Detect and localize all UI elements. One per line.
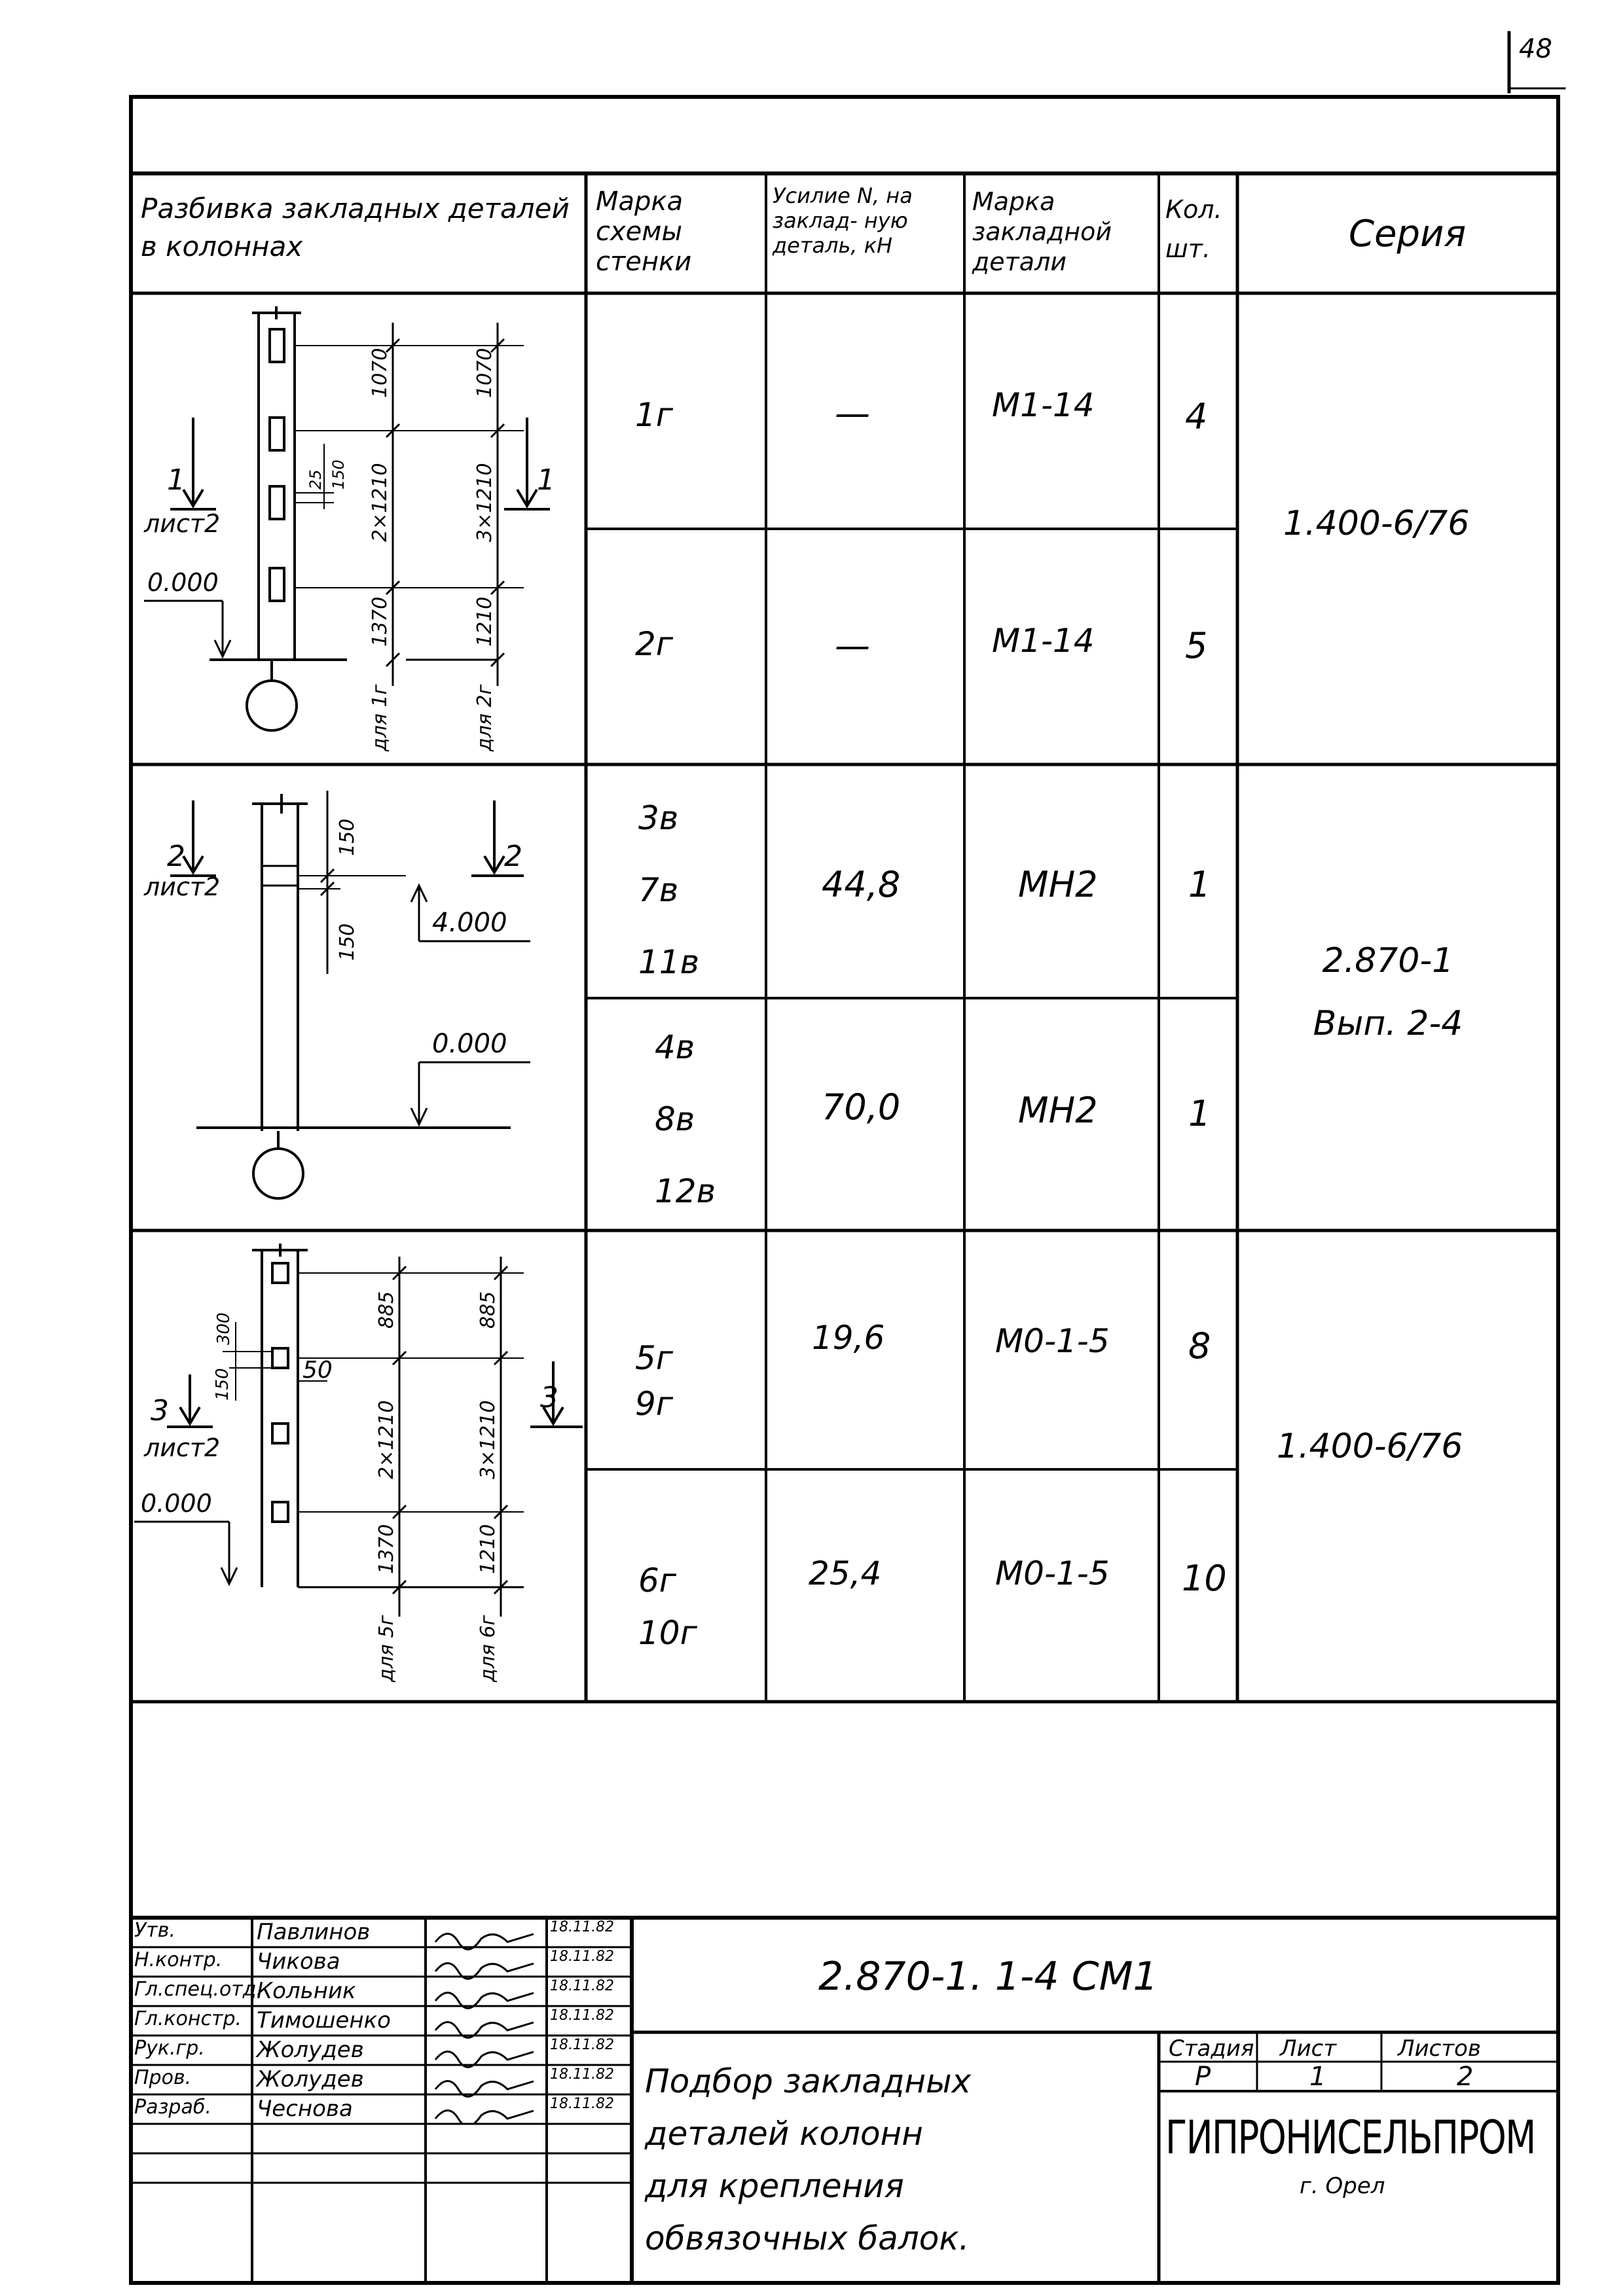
row2-detail: М1-14: [992, 622, 1095, 660]
signature-date: 18.11.82: [550, 1948, 614, 1965]
sheet-value: 1: [1309, 2062, 1326, 2092]
d1-small-150: 150: [329, 459, 348, 490]
d1-level: 0.000: [147, 568, 219, 597]
signature-name: Тимошенко: [257, 2007, 391, 2034]
d1-dim-left-3: 1370: [369, 596, 392, 647]
signature-date: 18.11.82: [550, 1919, 614, 1935]
d3-small-150: 150: [213, 1368, 232, 1401]
series-1: 1.400-6/76: [1283, 504, 1470, 543]
d1-for-right: для 2г: [473, 684, 496, 751]
signature-date: 18.11.82: [550, 2007, 614, 2024]
d3-for-right: для 6г: [477, 1615, 500, 1682]
sheets-value: 2: [1457, 2062, 1474, 2092]
sheets-label: Листов: [1398, 2036, 1482, 2062]
signature-name: Чеснова: [257, 2096, 353, 2122]
d1-dim-left-1: 1070: [369, 348, 392, 398]
signature-date: 18.11.82: [550, 1978, 614, 1994]
d3-level: 0.000: [141, 1489, 212, 1518]
row6-detail: М0-1-5: [995, 1554, 1110, 1592]
row1-scheme: 1г: [635, 396, 674, 434]
d2-level-bottom: 0.000: [432, 1029, 507, 1059]
signature-date: 18.11.82: [550, 2096, 614, 2112]
signature-date: 18.11.82: [550, 2037, 614, 2053]
row5-scheme: 5г 9г: [635, 1339, 674, 1423]
signature-role: Рук.гр.: [134, 2037, 205, 2060]
header-qty: Кол. шт.: [1165, 195, 1222, 263]
drawing-1: [131, 293, 586, 764]
row1-detail: М1-14: [992, 386, 1095, 424]
d3-dim-left-1: 885: [375, 1291, 398, 1329]
doc-title-line-4: обвязочных балок.: [645, 2219, 970, 2257]
d1-dim-right-1: 1070: [473, 348, 496, 398]
signature-name: Жолудев: [257, 2037, 364, 2063]
drawing-2: [131, 764, 586, 1230]
signature-role: Н.контр.: [134, 1948, 223, 1971]
signature-role: Гл.констр.: [134, 2007, 242, 2030]
signature-role: Гл.спец.отд.: [134, 1978, 263, 2001]
signature-role: Утв.: [134, 1919, 175, 1942]
row5-force: 19,6: [812, 1319, 885, 1357]
d2-dim-2: 150: [336, 923, 359, 961]
handwritten-signatures: [426, 1918, 547, 2124]
d2-sheet: лист2: [144, 872, 221, 901]
row2-qty: 5: [1185, 625, 1208, 666]
header-series: Серия: [1349, 213, 1467, 255]
signature-name: Павлинов: [257, 1919, 371, 1945]
stage-value: Р: [1195, 2062, 1211, 2092]
header-force: Усилие N, на заклад- ную деталь, кН: [773, 183, 913, 258]
row4-qty: 1: [1188, 1093, 1211, 1134]
series-3: 1.400-6/76: [1277, 1427, 1463, 1466]
row6-qty: 10: [1182, 1558, 1227, 1599]
d3-dim-right-1: 885: [477, 1291, 500, 1329]
series-2: 2.870-1 Вып. 2-4: [1313, 941, 1463, 1043]
d3-sheet: лист2: [144, 1433, 221, 1462]
d3-dim-right-2: 3×1210: [477, 1400, 500, 1479]
d2-section-left: 2: [167, 840, 185, 873]
row3-detail: МН2: [1018, 864, 1098, 905]
doc-code: 2.870-1. 1-4 СМ1: [818, 1954, 1158, 2000]
row2-force: —: [835, 625, 870, 666]
doc-title-line-1: Подбор закладных: [645, 2062, 972, 2100]
d3-dim-right-3: 1210: [477, 1524, 500, 1574]
row1-qty: 4: [1185, 396, 1208, 437]
d3-dim-left-3: 1370: [375, 1524, 398, 1574]
signature-name: Кольник: [257, 1978, 356, 2004]
city: г. Орел: [1300, 2173, 1385, 2199]
d1-small-25: 25: [306, 469, 325, 490]
row3-force: 44,8: [822, 864, 901, 905]
stage-label: Стадия: [1169, 2036, 1254, 2062]
d3-small-300: 300: [214, 1312, 234, 1345]
drawing-3: [131, 1230, 586, 1702]
d2-dim-1: 150: [336, 818, 359, 856]
header-layout: Разбивка закладных деталей в колоннах: [141, 192, 570, 262]
d3-section-left: 3: [151, 1394, 169, 1427]
row5-detail: М0-1-5: [995, 1322, 1110, 1360]
signature-name: Жолудев: [257, 2066, 364, 2092]
d1-for-left: для 1г: [369, 684, 392, 751]
organization: ГИПРОНИСЕЛЬПРОМ: [1165, 2111, 1535, 2164]
d2-section-right: 2: [504, 840, 522, 873]
d3-dim-left-2: 2×1210: [375, 1400, 398, 1479]
d1-dim-left-2: 2×1210: [369, 463, 392, 542]
row6-scheme: 6г 10г: [638, 1562, 697, 1652]
signature-role: Разраб.: [134, 2096, 211, 2119]
d2-level-top: 4.000: [432, 908, 507, 938]
row4-force: 70,0: [822, 1086, 901, 1128]
row5-qty: 8: [1188, 1325, 1211, 1367]
doc-title: [645, 2055, 1149, 2265]
row2-scheme: 2г: [635, 625, 674, 663]
header-scheme-mark: Марка схемы стенки: [596, 187, 692, 277]
d3-small-50: 50: [302, 1357, 333, 1384]
signature-role: Пров.: [134, 2066, 192, 2089]
row3-qty: 1: [1188, 864, 1211, 905]
row3-scheme: 3в 7в 11в: [638, 799, 700, 981]
row1-force: —: [835, 393, 870, 434]
row4-scheme: 4в 8в 12в: [655, 1028, 716, 1210]
row6-force: 25,4: [809, 1554, 882, 1592]
header-detail-mark: Марка закладной детали: [972, 187, 1112, 276]
d1-sheet: лист2: [144, 509, 221, 538]
d3-for-left: для 5г: [375, 1615, 398, 1682]
d1-dim-right-2: 3×1210: [473, 463, 496, 542]
d3-section-right: 3: [540, 1381, 558, 1414]
row4-detail: МН2: [1018, 1090, 1098, 1131]
d1-dim-right-3: 1210: [473, 596, 496, 647]
signature-date: 18.11.82: [550, 2066, 614, 2083]
d1-section-right: 1: [537, 463, 555, 497]
doc-title-line-2: деталей колонн: [645, 2115, 923, 2153]
d1-section-left: 1: [167, 463, 185, 497]
doc-title-line-3: для крепления: [645, 2167, 904, 2205]
signature-name: Чикова: [257, 1948, 340, 1975]
page-number: 48: [1519, 34, 1552, 64]
sheet-label: Лист: [1280, 2036, 1337, 2062]
